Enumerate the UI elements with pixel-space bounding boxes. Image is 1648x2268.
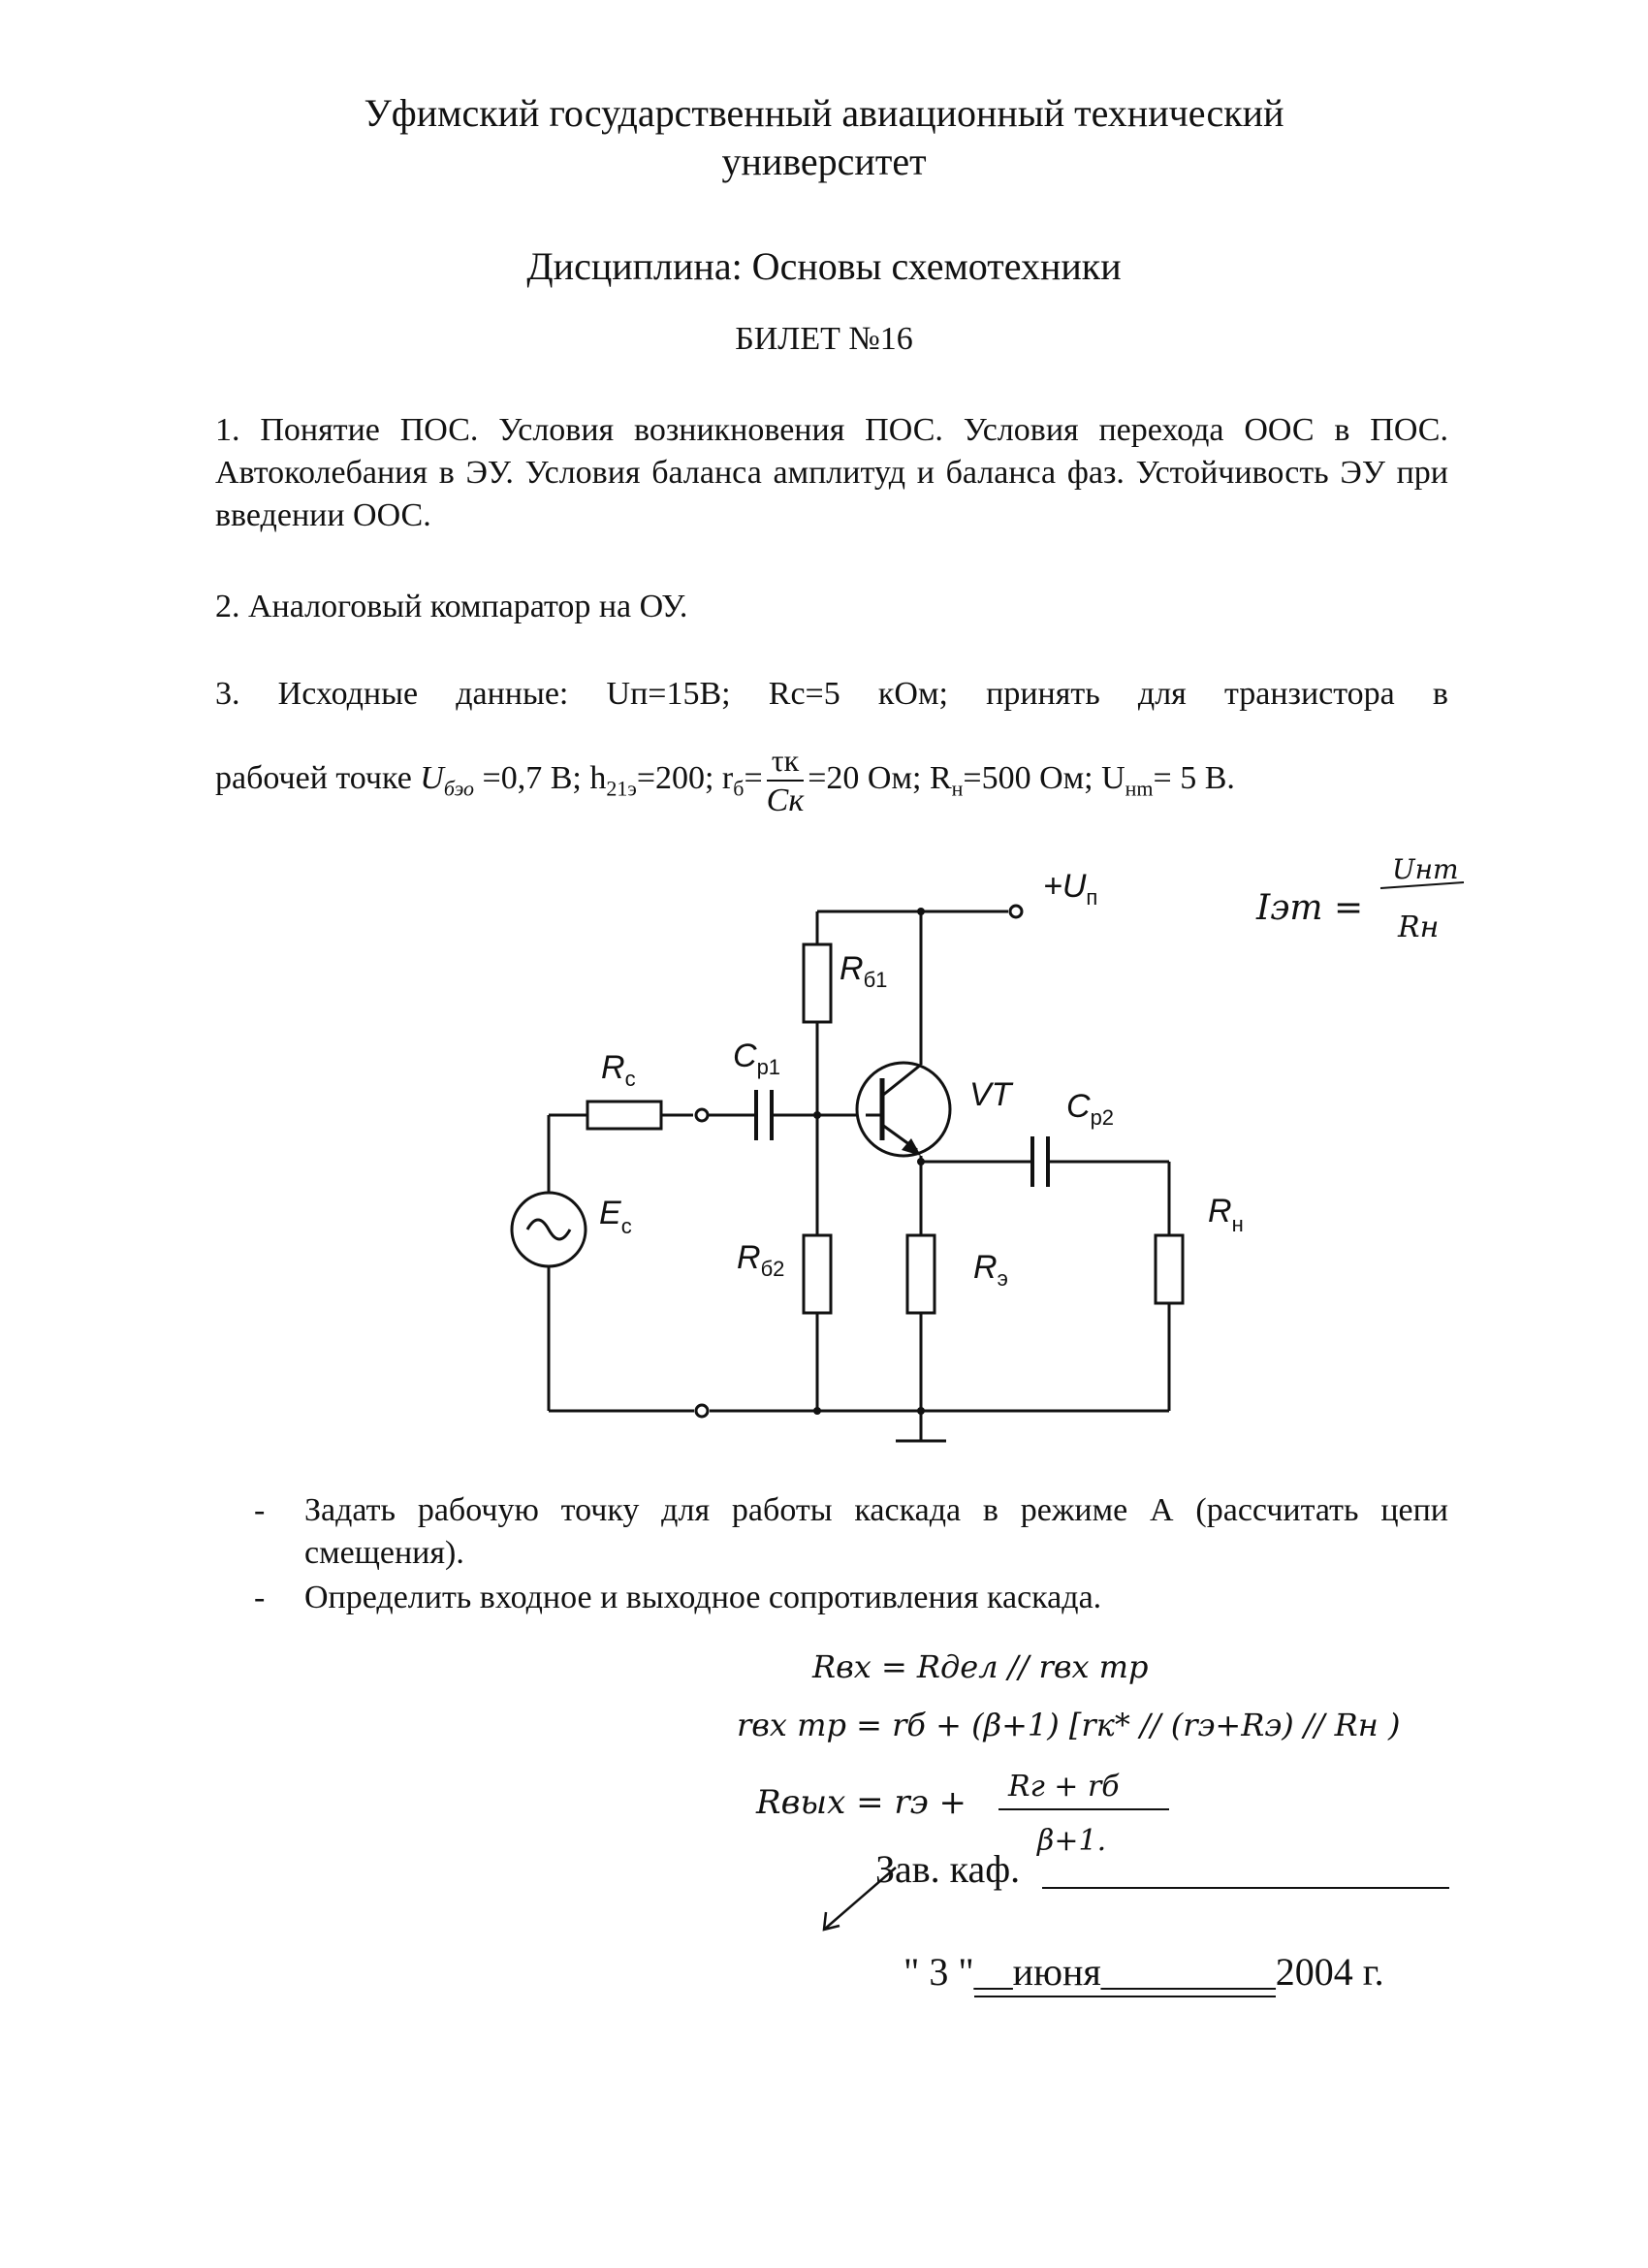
question-2: 2. Аналоговый компаратор на ОУ. [215, 589, 688, 624]
hw-current-den: Rн [1398, 910, 1440, 944]
task-list [254, 1489, 1448, 1621]
label-rn: $R_н$ [1208, 1193, 1244, 1236]
head-of-department-label: Зав. каф. [875, 1847, 1021, 1891]
resistor-rb1 [804, 944, 831, 1022]
signature-line [1042, 1887, 1449, 1889]
q3-u-symbol: U [420, 759, 444, 796]
ac-source [512, 1193, 586, 1266]
supply-terminal [1010, 906, 1022, 917]
q3-text-g: = 5 В. [1153, 759, 1235, 796]
resistor-rc [587, 1102, 661, 1129]
hw-line-3-den: β+1. [1037, 1824, 1107, 1858]
handwritten-current-formula [1255, 853, 1464, 944]
task-bullet: - [254, 1580, 266, 1615]
question-1: 1. Понятие ПОС. Условия возникновения ПОС. Условия перехода ООС в ПОС. Автоколебания в ЭУ. Условия баланса амплитуд и баланса фаз. Устойчивость ЭУ при введении ООС. [215, 412, 1448, 533]
q3-text-a: рабочей точке [215, 759, 421, 796]
circuit-wires [549, 911, 1169, 1441]
university-title-line1: Уфимский государственный авиационный технический [364, 91, 1284, 135]
date-line [903, 1949, 1384, 1997]
task-item [254, 1577, 1448, 1619]
label-cp2: $C_{р2}$ [1066, 1088, 1115, 1130]
capacitor-cp2 [1032, 1136, 1048, 1187]
label-re: $R_э$ [973, 1249, 1008, 1291]
q3-unm-sub: нm [1125, 776, 1154, 801]
q3-h-sub: 21э [606, 776, 637, 801]
label-supply: $+U_п$ [1043, 868, 1098, 910]
q3-text-f: =500 Ом; U [963, 759, 1125, 796]
collector-junction-dot [917, 908, 925, 915]
task-text: Задать рабочую точку для работы каскада в режиме А (рассчитать цепи смещения). [304, 1492, 1448, 1571]
hw-line-3-lhs: Rвых = rэ + [756, 1783, 967, 1822]
input-terminal [696, 1109, 708, 1121]
q3-r-sub: б [733, 776, 745, 801]
q3-frac-num: τк [767, 741, 805, 782]
hw-line-2: rвх тр = rб + (β+1) [rк* // (rэ+Rэ) // Rн ) [737, 1707, 1401, 1743]
resistor-rb2 [804, 1235, 831, 1313]
hw-line-1: Rвх = Rдел // rвх тр [812, 1648, 1149, 1685]
label-vt: VT [969, 1076, 1012, 1113]
q3-frac-den: Cк [766, 783, 805, 818]
discipline-heading: Дисциплина: Основы схемотехники [526, 244, 1122, 288]
q3-u-sub: бэо [443, 776, 475, 801]
question-3-line1: 3. Исходные данные: Uп=15В; Rc=5 кОм; принять для транзистора в [215, 676, 1448, 712]
date-month: __июня_________ [974, 1949, 1276, 1997]
label-cp1: $C_{р1}$ [733, 1038, 781, 1079]
q3-text-d: = [744, 759, 763, 796]
task-bullet: - [254, 1492, 266, 1528]
date-year: 2004 г. [1275, 1950, 1384, 1994]
resistor-re [907, 1235, 935, 1313]
q3-text-c: =200; r [636, 759, 734, 796]
emitter-junction-dot [917, 1158, 925, 1166]
base-junction-dot [813, 1111, 821, 1119]
ground-terminal [696, 1405, 708, 1417]
transistor-vt [857, 1059, 950, 1156]
capacitor-cp1 [756, 1090, 772, 1140]
label-ec: $E_с$ [599, 1195, 632, 1238]
resistor-rn [1156, 1235, 1183, 1303]
ticket-number: БИЛЕТ №16 [735, 321, 913, 357]
q3-text-e: =20 Ом; R [808, 759, 952, 796]
hw-current-num: Uнm [1392, 853, 1459, 885]
hw-current-lhs: Iэm = [1256, 888, 1364, 928]
label-rc: $R_c$ [601, 1049, 636, 1091]
ground-junction-dot [917, 1407, 925, 1415]
university-title-line2: университет [721, 140, 927, 183]
hw-line-3 [755, 1770, 1169, 1858]
task-text: Определить входное и выходное сопротивления каскада. [304, 1580, 1102, 1615]
q3-text-b: =0,7 В; h [474, 759, 607, 796]
q3-rn-sub: н [951, 776, 964, 801]
hw-line-3-num: Rг + rб [1008, 1770, 1120, 1804]
date-day: " 3 " [903, 1950, 974, 1994]
bottom-junction-dot [813, 1407, 821, 1415]
label-rb2: $R_{б2}$ [737, 1239, 785, 1281]
label-rb1: $R_{б1}$ [840, 950, 888, 992]
task-item [254, 1489, 1448, 1575]
